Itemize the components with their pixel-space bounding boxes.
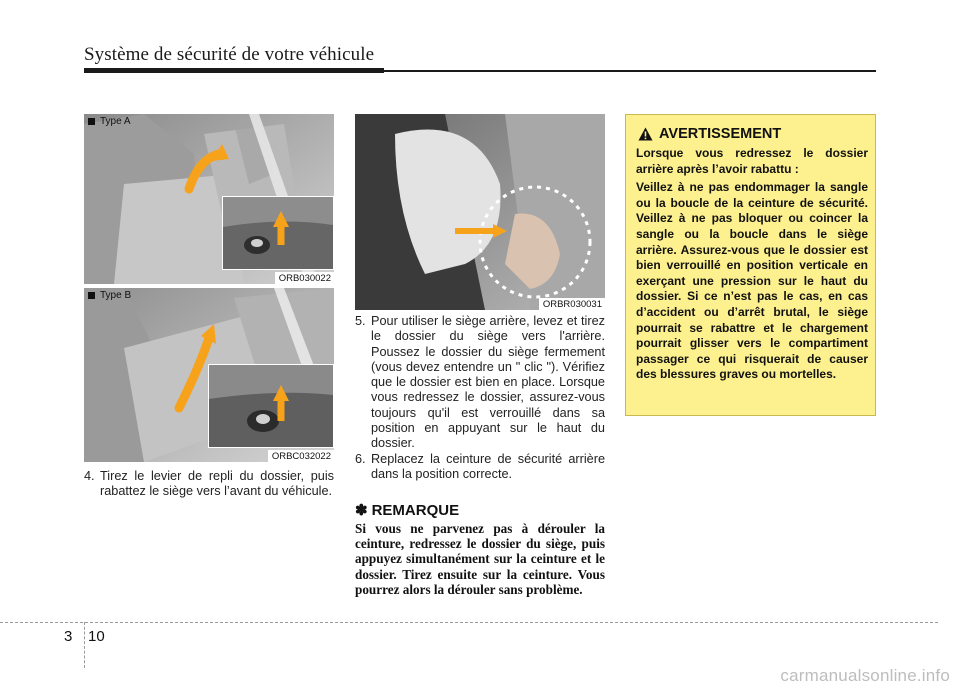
- step-6-number: 6.: [355, 451, 366, 466]
- figure-headrest: [355, 114, 605, 310]
- footer-chapter: 3: [64, 628, 73, 645]
- warning-body: [636, 146, 868, 386]
- note-heading-text: REMARQUE: [371, 501, 460, 519]
- note-symbol-icon: ✽: [355, 502, 368, 519]
- note-text: Si vous ne parvenez pas à dérouler la ceinture, redressez le dossier du siège, puis appuyez simultanément sur la ceinture et le dossier. Tirez ensuite sur la ceinture. Vous pourrez alors la dérouler sans problème.: [355, 521, 605, 597]
- headrest-illustration: [355, 114, 605, 310]
- steps-5-6: [355, 314, 605, 482]
- inset-lever-a: [222, 196, 334, 270]
- footer-dashed-rule: [0, 622, 938, 623]
- step-4-number: 4.: [84, 469, 95, 483]
- type-a-label: [88, 116, 131, 127]
- footer-page-number: 10: [88, 628, 105, 645]
- step-6: [355, 452, 605, 483]
- figure-type-a: [84, 114, 334, 284]
- warning-triangle-icon: [638, 127, 653, 141]
- type-b-label: [88, 290, 131, 301]
- figure-code-headrest: ORBR030031: [539, 298, 605, 310]
- lever-illustration-a: [223, 197, 333, 269]
- warning-heading: [638, 126, 781, 142]
- header-rule-thin: [384, 70, 876, 72]
- lever-illustration-b: [209, 365, 333, 447]
- step-4: [84, 469, 334, 500]
- footer-dashed-divider: [84, 622, 85, 668]
- page-header-title: Système de sécurité de votre véhicule: [84, 44, 375, 65]
- square-bullet-icon: [88, 118, 95, 125]
- warning-para-2: Veillez à ne pas endommager la sangle ou la boucle de la ceinture de sécurité. Veillez à ne pas bloquer ou coincer la sangle ou la boucle dans le siège arrière. Assurez-vous que le dossier est bien verrouillé en position verticale en exerçant une pression sur le haut du dossier. Si ce n’est pas le cas, en cas d’accident ou d’arrêt brutal, le siège pourrait se rabattre et le chargement pourrait glisser vers le compartiment passager ce qui risquerait de causer des blessures graves ou mortelles.: [636, 180, 868, 382]
- warning-para-1: Lorsque vous redressez le dossier arrière après l’avoir rabattu :: [636, 146, 868, 176]
- note-heading: [355, 501, 459, 519]
- header-rule-thick: [84, 68, 384, 73]
- step-5-number: 5.: [355, 314, 366, 328]
- square-bullet-icon: [88, 292, 95, 299]
- figure-code-b: ORBC032022: [268, 450, 334, 462]
- warning-heading-text: AVERTISSEMENT: [659, 126, 782, 142]
- type-b-text: Type B: [100, 290, 132, 301]
- warning-box: [625, 114, 876, 416]
- step-6-text: Replacez la ceinture de sécurité arrière dans la position correcte.: [371, 451, 605, 481]
- figure-type-b: [84, 288, 334, 462]
- step-5-text: Pour utiliser le siège arrière, levez et tirez le dossier du siège vers l'arrière. Poussez le dossier du siège fermement (vous devez entendre un " clic "). Vérifiez que le dossier est bien en place. Lorsque vous redressez le dossier, assurez-vous toujours qu'il est verrouillé dans sa position en appuyant sur le haut du dossier.: [371, 314, 605, 451]
- step-4-text: Tirez le levier de repli du dossier, puis rabattez le siège vers l’avant du véhicule.: [100, 469, 334, 499]
- figure-code-a: ORB030022: [275, 272, 334, 284]
- type-a-text: Type A: [100, 116, 131, 127]
- watermark: carmanualsonline.info: [780, 666, 950, 685]
- step-5: [355, 314, 605, 452]
- inset-lever-b: [208, 364, 334, 448]
